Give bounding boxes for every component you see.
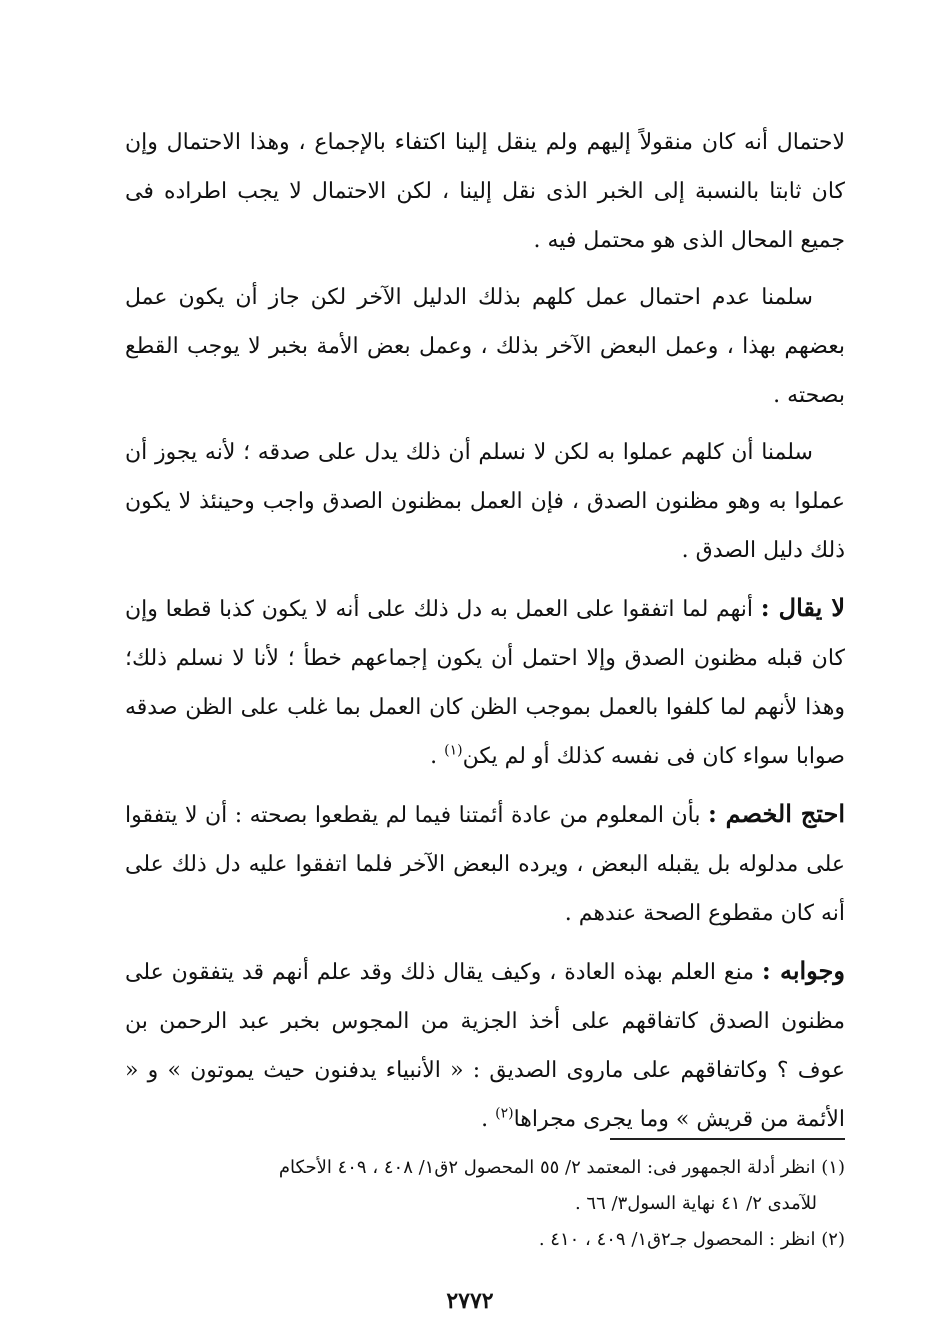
- paragraph-5: [125, 789, 845, 938]
- paragraph-6-end: .: [481, 1107, 496, 1132]
- paragraph-3-text: سلمنا أن كلهم عملوا به لكن لا نسلم أن ذلك يدل على صدقه ؛ لأنه يجوز أن عملوا به وهو مظنون الصدق ، فإن العمل بمظنون الصدق واجب وحينئذ لا يكون ذلك دليل الصدق .: [125, 440, 845, 563]
- paragraph-3: [125, 428, 845, 575]
- footnote-ref-2: (٢): [495, 1105, 514, 1122]
- paragraph-6-text: منع العلم بهذه العادة ، وكيف يقال ذلك وقد علم أنهم قد يتفقون على مظنون الصدق كاتفاقهم على أخذ الجزية من المجوس بخبر عبد الرحمن بن عوف ؟ وكاتفاقهم على ماروى الصديق : « الأنبياء يدفنون حيث يموتون » و « الأئمة من قريش » وما يجرى مجراها: [125, 960, 845, 1132]
- paragraph-4-end: .: [430, 744, 445, 769]
- paragraph-1-text: لاحتمال أنه كان منقولاً إليهم ولم ينقل إلينا اكتفاء بالإجماع ، وهذا الاحتمال وإن كان ثابتا بالنسبة إلى الخبر الذى نقل إلينا ، لكن الاحتمال لا يجب اطراده فى جميع المحال الذى هو محتمل فيه .: [125, 130, 845, 253]
- paragraph-4-text: أنهم لما اتفقوا على العمل به دل ذلك على أنه لا يكون كذبا قطعا وإن كان قبله مظنون الصدق وإلا احتمل أن يكون إجماعهم خطأ ؛ لأنا لا نسلم ذلك؛ وهذا لأنهم لما كلفوا بالعمل بموجب الظن كان العمل بما غلب على الظن صدقه صوابا سواء كان فى نفسه كذلك أو لم يكن: [125, 597, 845, 769]
- footnotes: [125, 1150, 845, 1258]
- paragraph-4: [125, 583, 845, 781]
- paragraph-5-lead: احتج الخصم :: [707, 799, 845, 828]
- footnote-ref-1: (١): [444, 742, 463, 759]
- paragraph-6: [125, 946, 845, 1144]
- footnote-divider: [610, 1138, 845, 1140]
- footnote-1: (١) انظر أدلة الجمهور فى: المعتمد ٢/ ٥٥ المحصول ٢ق١/ ٤٠٨ ، ٤٠٩ الأحكام: [278, 1157, 845, 1178]
- paragraph-1: [125, 118, 845, 265]
- paragraph-5-text: بأن المعلوم من عادة أئمتنا فيما لم يقطعوا بصحته : أن لا يتفقوا على مدلوله بل يقبله البعض ، ويرده البعض الآخر فلما اتفقوا عليه دل ذلك على أنه كان مقطوع الصحة عندهم .: [125, 803, 845, 926]
- main-text: [125, 118, 845, 1152]
- paragraph-2: [125, 273, 845, 420]
- paragraph-6-lead: وجوابه :: [761, 956, 845, 985]
- footnote-1-continued: للآمدى ٢/ ٤١ نهاية السول٣/ ٦٦ .: [574, 1193, 817, 1214]
- paragraph-4-lead: لا يقال :: [760, 593, 846, 622]
- paragraph-2-text: سلمنا عدم احتمال عمل كلهم بذلك الدليل الآخر لكن جاز أن يكون عمل بعضهم بهذا ، وعمل البعض الآخر بذلك ، وعمل بعض الأمة بخبر لا يوجب القطع بصحته .: [125, 285, 845, 408]
- page-number: ٢٧٧٢: [446, 1288, 494, 1314]
- footnote-2: (٢) انظر : المحصول جـ٢ق١/ ٤٠٩ ، ٤١٠ .: [538, 1229, 845, 1250]
